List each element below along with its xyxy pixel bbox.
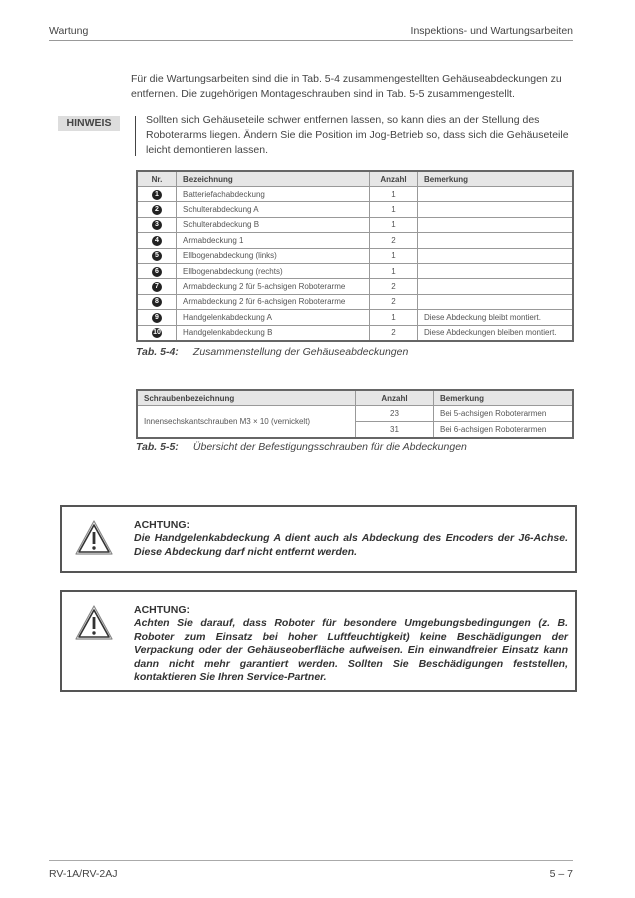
bezeichnung-cell: Ellbogenabdeckung (links): [177, 248, 370, 263]
table-row: [137, 202, 573, 217]
anzahl-cell: 1: [370, 202, 418, 217]
warning-text: Achten Sie darauf, dass Roboter für besondere Umgebungsbedingungen (z. B. Roboter zum Einsatz bei hoher Luftfeuchtigkeit) keine Beschädigungen der Verpackung oder der Gehäuseoberfläche aufweisen. Ein einwandfreier Einsatz kann dann nicht mehr garantiert werden. Sollten Sie Beschädigungen feststellen, kontaktieren Sie Ihren Service-Partner.: [134, 617, 568, 683]
table-5-5-caption: [136, 441, 467, 453]
bezeichnung-cell: Schulterabdeckung A: [177, 202, 370, 217]
nr-cell: [137, 233, 177, 248]
col-header-anzahl: Anzahl: [370, 171, 418, 187]
table-row: [137, 187, 573, 202]
bezeichnung-cell: Handgelenkabdeckung A: [177, 310, 370, 325]
table-row: [137, 294, 573, 309]
bemerkung-cell: Diese Abdeckung bleibt montiert.: [418, 310, 574, 325]
warning-triangle-icon: [74, 604, 114, 642]
table-row: [137, 325, 573, 341]
item-number-badge: 7: [152, 282, 162, 292]
anzahl-cell: 1: [370, 263, 418, 278]
page-header: [49, 24, 573, 41]
bemerkung-cell: [418, 187, 574, 202]
anzahl-cell: 2: [370, 325, 418, 341]
nr-cell: [137, 248, 177, 263]
nr-cell: [137, 279, 177, 294]
nr-cell: [137, 294, 177, 309]
warning-title: ACHTUNG:: [134, 519, 190, 531]
item-number-badge: 2: [152, 205, 162, 215]
anzahl-cell: 1: [370, 217, 418, 232]
anzahl-cell: 23: [356, 406, 434, 422]
bemerkung-cell: [418, 263, 574, 278]
item-number-badge: 5: [152, 251, 162, 261]
bemerkung-cell: [418, 279, 574, 294]
hinweis-text: Sollten sich Gehäuseteile schwer entfernen lassen, so kann dies an der Stellung des Roboterarms liegen. Ändern Sie die Position im Jog-Betrieb so, dass sich die Gehäuseteile leicht demontieren lassen.: [146, 114, 569, 156]
col-header-anzahl: Anzahl: [356, 390, 434, 406]
bemerkung-cell: [418, 217, 574, 232]
warning-triangle-icon: [74, 519, 114, 557]
bezeichnung-cell: Armabdeckung 2 für 6-achsigen Roboterarme: [177, 294, 370, 309]
hinweis-badge: HINWEIS: [58, 116, 120, 131]
table-header-row: [137, 171, 573, 187]
caption-label: Tab. 5-4:: [136, 346, 179, 358]
hinweis-divider: [135, 116, 136, 156]
col-header-nr: Nr.: [137, 171, 177, 187]
table-row: [137, 233, 573, 248]
warning-title: ACHTUNG:: [134, 604, 190, 616]
header-chapter-title: Inspektions- und Wartungsarbeiten: [410, 25, 573, 37]
col-header-bemerkung: Bemerkung: [418, 171, 574, 187]
warning-box-2: [60, 590, 577, 692]
bemerkung-cell: [418, 294, 574, 309]
nr-cell: [137, 187, 177, 202]
table-5-4-caption: [136, 346, 408, 358]
caption-label: Tab. 5-5:: [136, 441, 179, 453]
caption-text: Übersicht der Befestigungsschrauben für die Abdeckungen: [192, 441, 467, 453]
anzahl-cell: 31: [356, 422, 434, 439]
nr-cell: [137, 217, 177, 232]
bezeichnung-cell: Batteriefachabdeckung: [177, 187, 370, 202]
intro-paragraph: Für die Wartungsarbeiten sind die in Tab. 5-4 zusammengestellten Gehäuseabdeckungen zu entfernen. Die zugehörigen Montageschrauben sind in Tab. 5-5 zusammengestellt.: [131, 73, 562, 100]
col-header-bemerkung: Bemerkung: [434, 390, 574, 406]
nr-cell: [137, 325, 177, 341]
nr-cell: [137, 310, 177, 325]
bezeichnung-cell: Ellbogenabdeckung (rechts): [177, 263, 370, 278]
table-row: [137, 279, 573, 294]
item-number-badge: 6: [152, 267, 162, 277]
item-number-badge: 8: [152, 297, 162, 307]
col-header-bezeichnung: Bezeichnung: [177, 171, 370, 187]
table-row: [137, 406, 573, 422]
table-row: [137, 217, 573, 232]
caption-text: Zusammenstellung der Gehäuseabdeckungen: [192, 346, 409, 358]
item-number-badge: 3: [152, 220, 162, 230]
screw-table: [136, 389, 574, 439]
anzahl-cell: 2: [370, 294, 418, 309]
bezeichnung-cell: Handgelenkabdeckung B: [177, 325, 370, 341]
table-row: [137, 310, 573, 325]
header-section-title: Wartung: [49, 25, 89, 37]
page-number: 5 – 7: [549, 868, 573, 880]
nr-cell: [137, 263, 177, 278]
bezeichnung-cell: Armabdeckung 2 für 5-achsigen Roboterarme: [177, 279, 370, 294]
table-header-row: [137, 390, 573, 406]
cover-table: [136, 170, 574, 342]
warning-text: Die Handgelenkabdeckung A dient auch als Abdeckung des Encoders der J6-Achse. Diese Abdeckung darf nicht entfernt werden.: [134, 532, 568, 558]
anzahl-cell: 1: [370, 187, 418, 202]
footer-model: RV-1A/RV-2AJ: [49, 868, 118, 880]
nr-cell: [137, 202, 177, 217]
col-header-schraubenbezeichnung: Schraubenbezeichnung: [137, 390, 356, 406]
bezeichnung-cell: Schulterabdeckung B: [177, 217, 370, 232]
anzahl-cell: 2: [370, 233, 418, 248]
item-number-badge: 9: [152, 313, 162, 323]
bemerkung-cell: [418, 248, 574, 263]
bemerkung-cell: [418, 233, 574, 248]
table-row: [137, 263, 573, 278]
item-number-badge: 10: [153, 329, 161, 337]
bemerkung-cell: [418, 202, 574, 217]
bemerkung-cell: Bei 6-achsigen Roboterarmen: [434, 422, 574, 439]
bemerkung-cell: Diese Abdeckungen bleiben montiert.: [418, 325, 574, 341]
bezeichnung-cell: Armabdeckung 1: [177, 233, 370, 248]
anzahl-cell: 1: [370, 248, 418, 263]
item-number-badge: 4: [152, 236, 162, 246]
bemerkung-cell: Bei 5-achsigen Roboterarmen: [434, 406, 574, 422]
table-row: [137, 248, 573, 263]
screw-name-cell: Innensechskantschrauben M3 × 10 (vernickelt): [137, 406, 356, 439]
anzahl-cell: 2: [370, 279, 418, 294]
item-number-badge: 1: [152, 190, 162, 200]
warning-box-1: [60, 505, 577, 573]
anzahl-cell: 1: [370, 310, 418, 325]
page-footer: [49, 860, 573, 880]
